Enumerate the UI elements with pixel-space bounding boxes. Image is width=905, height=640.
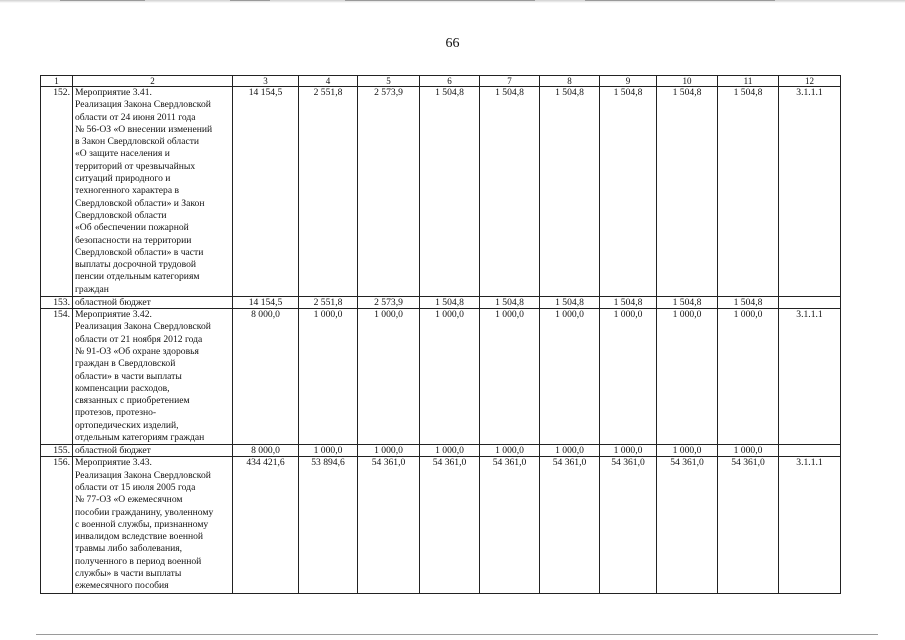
description-line: безопасности на территории <box>75 234 192 246</box>
row-number: 154. <box>41 309 73 445</box>
value-cell: 1 000,0 <box>540 445 600 457</box>
row-number: 153. <box>41 297 73 309</box>
description-line: граждан <box>75 283 109 295</box>
target-code <box>779 297 841 309</box>
row-number: 152. <box>41 87 73 297</box>
column-header-10: 10 <box>657 76 718 87</box>
row-description <box>73 457 233 593</box>
value-cell: 54 361,0 <box>600 457 657 593</box>
row-description <box>73 309 233 445</box>
target-code: 3.1.1.1 <box>779 457 841 593</box>
column-header-9: 9 <box>600 76 657 87</box>
value-cell: 1 000,0 <box>600 309 657 445</box>
column-header-11: 11 <box>718 76 779 87</box>
description-line: области от 15 июля 2005 года <box>75 481 196 493</box>
value-cell: 1 000,0 <box>718 309 779 445</box>
value-cell: 1 000,0 <box>358 309 420 445</box>
description-line: граждан в Свердловской <box>75 358 176 370</box>
table-row <box>41 457 841 593</box>
description-line: с военной службы, признанному <box>75 518 209 530</box>
value-cell: 1 000,0 <box>420 309 480 445</box>
value-cell: 54 361,0 <box>358 457 420 593</box>
value-cell: 434 421,6 <box>233 457 299 593</box>
column-header-6: 6 <box>420 76 480 87</box>
column-header-7: 7 <box>480 76 540 87</box>
table-body <box>41 76 841 594</box>
value-cell: 2 573,9 <box>358 87 420 297</box>
description-line: техногенного характера в <box>75 185 180 197</box>
row-description <box>73 445 233 457</box>
description-line: полученного в период военной <box>75 555 202 567</box>
column-header-1: 1 <box>41 76 73 87</box>
target-code: 3.1.1.1 <box>779 87 841 297</box>
table-row <box>41 309 841 445</box>
description-line: области от 21 ноября 2012 года <box>75 333 203 345</box>
description-line: Мероприятие 3.41. <box>75 87 152 98</box>
description-line: № 77-ОЗ «О ежемесячном <box>75 494 183 506</box>
value-cell: 1 504,8 <box>718 87 779 297</box>
row-description <box>73 87 233 297</box>
description-line: Реализация Закона Свердловской <box>75 469 211 481</box>
value-cell: 1 000,0 <box>299 445 358 457</box>
description-line: № 56-ОЗ «О внесении изменений <box>75 123 213 135</box>
value-cell: 1 504,8 <box>600 87 657 297</box>
value-cell: 2 573,9 <box>358 297 420 309</box>
value-cell: 14 154,5 <box>233 297 299 309</box>
description-line: «О защите населения и <box>75 148 170 160</box>
description-line: ортопедических изделий, <box>75 419 179 431</box>
value-cell: 1 504,8 <box>540 87 600 297</box>
value-cell: 1 504,8 <box>420 87 480 297</box>
value-cell: 1 504,8 <box>718 297 779 309</box>
value-cell: 1 000,0 <box>540 309 600 445</box>
description-line: областной бюджет <box>75 445 151 457</box>
description-line: ситуаций природного и <box>75 173 171 185</box>
description-line: компенсации расходов, <box>75 382 170 394</box>
value-cell: 2 551,8 <box>299 297 358 309</box>
column-header-4: 4 <box>299 76 358 87</box>
value-cell: 1 504,8 <box>480 297 540 309</box>
column-header-12: 12 <box>779 76 841 87</box>
row-number: 156. <box>41 457 73 593</box>
value-cell: 54 361,0 <box>657 457 718 593</box>
value-cell: 1 504,8 <box>420 297 480 309</box>
description-line: пенсии отдельным категориям <box>75 271 200 283</box>
value-cell: 8 000,0 <box>233 445 299 457</box>
table-row <box>41 87 841 297</box>
value-cell: 1 504,8 <box>600 297 657 309</box>
value-cell: 1 000,0 <box>480 309 540 445</box>
value-cell: 54 361,0 <box>480 457 540 593</box>
description-line: выплаты досрочной трудовой <box>75 259 196 271</box>
value-cell: 1 000,0 <box>657 309 718 445</box>
description-line: территорий от чрезвычайных <box>75 160 196 172</box>
value-cell: 1 000,0 <box>718 445 779 457</box>
scan-artifact-line <box>345 0 535 1</box>
value-cell: 1 000,0 <box>657 445 718 457</box>
description-line: Мероприятие 3.43. <box>75 457 152 469</box>
description-line: Реализация Закона Свердловской <box>75 321 211 333</box>
table-row <box>41 445 841 457</box>
target-code: 3.1.1.1 <box>779 309 841 445</box>
value-cell: 1 504,8 <box>540 297 600 309</box>
description-line: травмы либо заболевания, <box>75 543 183 555</box>
description-line: ежемесячного пособия <box>75 580 169 592</box>
value-cell: 1 000,0 <box>420 445 480 457</box>
value-cell: 1 504,8 <box>657 297 718 309</box>
description-line: инвалидом вследствие военной <box>75 531 204 543</box>
budget-table <box>40 75 841 594</box>
description-line: области от 24 июня 2011 года <box>75 111 196 123</box>
value-cell: 53 894,6 <box>299 457 358 593</box>
value-cell: 8 000,0 <box>233 309 299 445</box>
value-cell: 54 361,0 <box>718 457 779 593</box>
description-line: области» в части выплаты <box>75 370 182 382</box>
description-line: № 91-ОЗ «Об охране здоровья <box>75 345 199 357</box>
scan-artifact-line <box>60 0 145 1</box>
value-cell: 1 504,8 <box>480 87 540 297</box>
value-cell: 1 000,0 <box>600 445 657 457</box>
header-row <box>41 76 841 87</box>
column-header-2: 2 <box>73 76 233 87</box>
row-number: 155. <box>41 445 73 457</box>
description-line: Мероприятие 3.42. <box>75 309 152 321</box>
row-description <box>73 297 233 309</box>
page-number: 66 <box>445 36 460 51</box>
description-line: в Закон Свердловской области <box>75 136 200 148</box>
scan-artifact-line <box>230 0 270 1</box>
target-code <box>779 445 841 457</box>
table-row <box>41 297 841 309</box>
value-cell: 14 154,5 <box>233 87 299 297</box>
value-cell: 54 361,0 <box>540 457 600 593</box>
scan-artifact-line <box>585 0 775 1</box>
description-line: областной бюджет <box>75 297 151 309</box>
column-header-3: 3 <box>233 76 299 87</box>
value-cell: 1 000,0 <box>358 445 420 457</box>
column-header-5: 5 <box>358 76 420 87</box>
description-line: службы» в части выплаты <box>75 567 182 579</box>
value-cell: 1 504,8 <box>657 87 718 297</box>
value-cell: 2 551,8 <box>299 87 358 297</box>
column-header-8: 8 <box>540 76 600 87</box>
description-line: Свердловской области <box>75 209 167 221</box>
value-cell: 54 361,0 <box>420 457 480 593</box>
description-line: связанных с приобретением <box>75 395 190 407</box>
description-line: Реализация Закона Свердловской <box>75 99 211 111</box>
value-cell: 1 000,0 <box>299 309 358 445</box>
description-line: Свердловской области» и Закон <box>75 197 205 209</box>
description-line: протезов, протезно- <box>75 407 157 419</box>
description-line: «Об обеспечении пожарной <box>75 222 189 234</box>
value-cell: 1 000,0 <box>480 445 540 457</box>
description-line: пособии гражданину, уволенному <box>75 506 214 518</box>
scan-artifact-line-bottom <box>36 634 878 635</box>
description-line: Свердловской области» в части <box>75 246 204 258</box>
description-line: отдельным категориям граждан <box>75 432 205 444</box>
